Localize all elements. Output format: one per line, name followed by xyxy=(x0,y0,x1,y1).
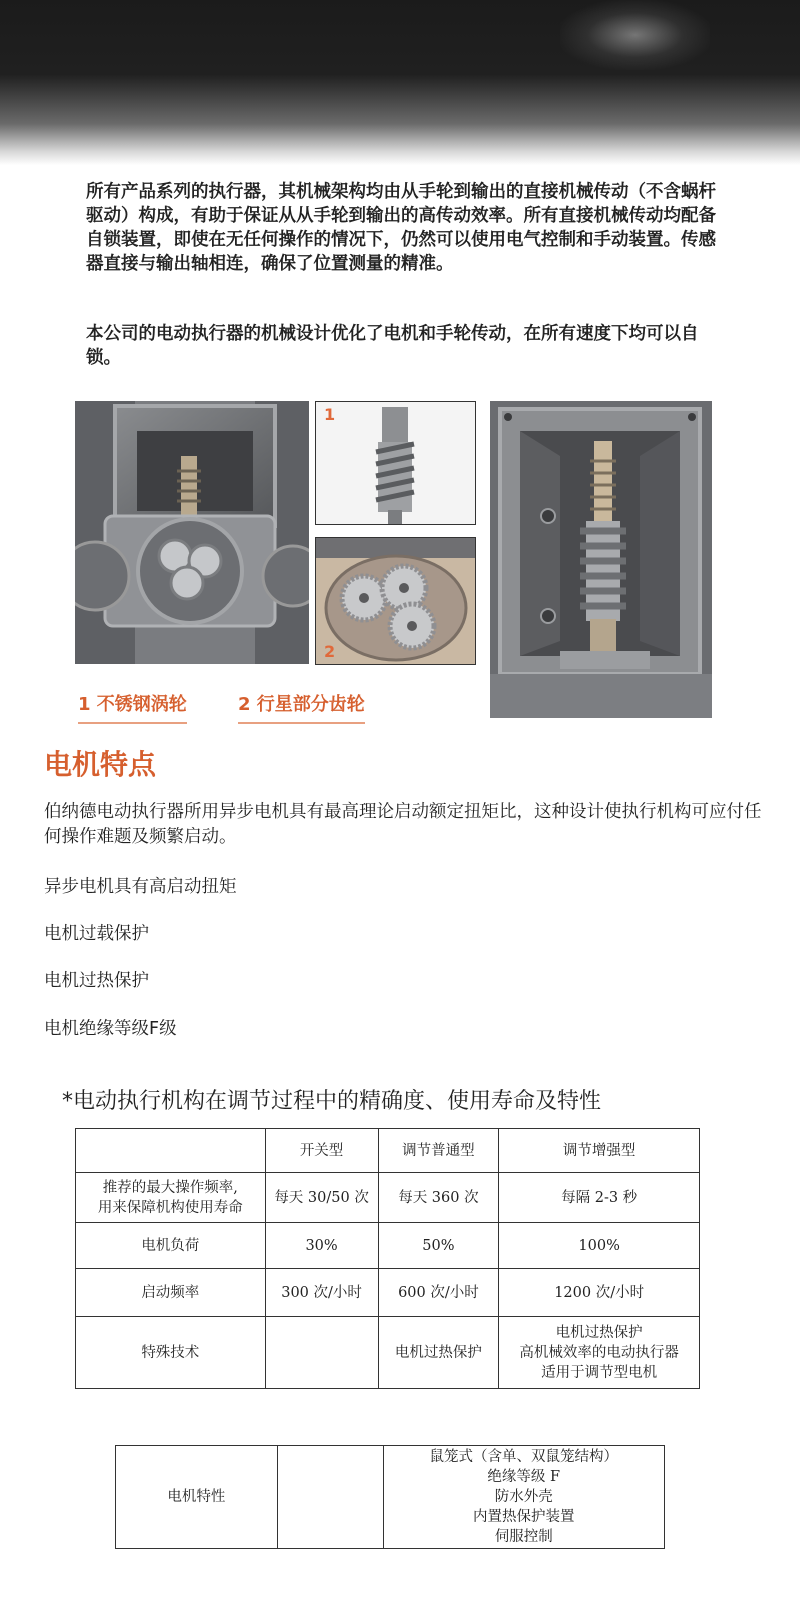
table-header-row xyxy=(76,1129,700,1173)
thumb-number-1: 1 xyxy=(324,405,336,424)
feature-item: 电机过热保护 xyxy=(44,971,149,991)
table-cell xyxy=(383,1446,665,1549)
table-header-cell: 调节增强型 xyxy=(499,1129,700,1173)
table-row xyxy=(76,1269,700,1317)
cell-line: 内置热保护装置 xyxy=(473,1509,575,1525)
banner-light xyxy=(560,0,710,70)
row-label: 电机负荷 xyxy=(76,1223,266,1269)
table-cell: 600 次/小时 xyxy=(378,1269,499,1317)
table-cell xyxy=(277,1446,383,1549)
row-label: 电机特性 xyxy=(116,1446,278,1549)
row-label: 特殊技术 xyxy=(76,1317,266,1389)
feature-item: 异步电机具有高启动扭矩 xyxy=(44,877,237,897)
table-header-cell: 调节普通型 xyxy=(378,1129,499,1173)
motor-characteristics-table xyxy=(115,1445,665,1549)
table-header-cell: 开关型 xyxy=(265,1129,378,1173)
table-row xyxy=(76,1173,700,1223)
table-row xyxy=(116,1446,665,1549)
table-cell: 50% xyxy=(378,1223,499,1269)
table-cell: 电机过热保护 xyxy=(378,1317,499,1389)
spec-table-heading: *电动执行机构在调节过程中的精确度、使用寿命及特性 xyxy=(62,1089,602,1114)
table-cell: 每天 30/50 次 xyxy=(265,1173,378,1223)
worm-shaft-housing-photo xyxy=(490,401,712,718)
intro-paragraph-1: 所有产品系列的执行器，其机械架构均由从手轮到输出的直接机械传动（不含蜗杆驱动）构成，有助于保证从从手轮到输出的高传动效率。所有直接机械传动均配备自锁装置，即使在无任何操作的情况下，仍然可以使用电气控制和手动装置。传感器直接与输出轴相连，确保了位置测量的精准。 xyxy=(86,182,716,274)
row-label: 启动频率 xyxy=(76,1269,266,1317)
caption-planetary-gear: 2 行星部分齿轮 xyxy=(238,690,365,724)
table-cell: 30% xyxy=(265,1223,378,1269)
table-cell: 100% xyxy=(499,1223,700,1269)
cell-line: 鼠笼式（含单、双鼠笼结构） xyxy=(429,1449,618,1465)
row-label-line: 用来保障机构使用寿命 xyxy=(97,1199,243,1216)
row-label-line: 推荐的最大操作频率, xyxy=(102,1179,238,1196)
row-label xyxy=(76,1173,266,1223)
table-row xyxy=(76,1223,700,1269)
planetary-gear-thumbnail xyxy=(315,537,476,665)
caption-stainless-worm: 1 不锈钢涡轮 xyxy=(78,690,187,724)
table-header-cell xyxy=(76,1129,266,1173)
thumb-number-2: 2 xyxy=(324,642,336,661)
spec-table xyxy=(75,1128,700,1389)
table-cell: 1200 次/小时 xyxy=(499,1269,700,1317)
cell-line: 防水外壳 xyxy=(494,1489,553,1505)
cell-line: 适用于调节型电机 xyxy=(541,1364,658,1381)
table-cell: 每隔 2-3 秒 xyxy=(499,1173,700,1223)
cell-line: 高机械效率的电动执行器 xyxy=(519,1344,679,1361)
feature-item: 电机绝缘等级F级 xyxy=(44,1019,177,1039)
table-cell: 每天 360 次 xyxy=(378,1173,499,1223)
table-row xyxy=(76,1317,700,1389)
actuator-housing-photo xyxy=(75,401,309,664)
cell-line: 伺服控制 xyxy=(494,1529,553,1545)
intro-paragraph-2: 本公司的电动执行器的机械设计优化了电机和手轮传动，在所有速度下均可以自锁。 xyxy=(86,324,699,368)
motor-description: 伯纳德电动执行器所用异步电机具有最高理论启动额定扭矩比，这种设计使执行机构可应付任何操作难题及频繁启动。 xyxy=(44,802,762,847)
header-banner xyxy=(0,0,800,165)
cell-line: 电机过热保护 xyxy=(555,1324,643,1341)
section-title-motor: 电机特点 xyxy=(44,748,157,781)
cell-line: 绝缘等级 F xyxy=(487,1469,561,1485)
worm-gear-thumbnail xyxy=(315,401,476,525)
table-cell xyxy=(499,1317,700,1389)
feature-item: 电机过载保护 xyxy=(44,924,149,944)
table-cell xyxy=(265,1317,378,1389)
table-cell: 300 次/小时 xyxy=(265,1269,378,1317)
